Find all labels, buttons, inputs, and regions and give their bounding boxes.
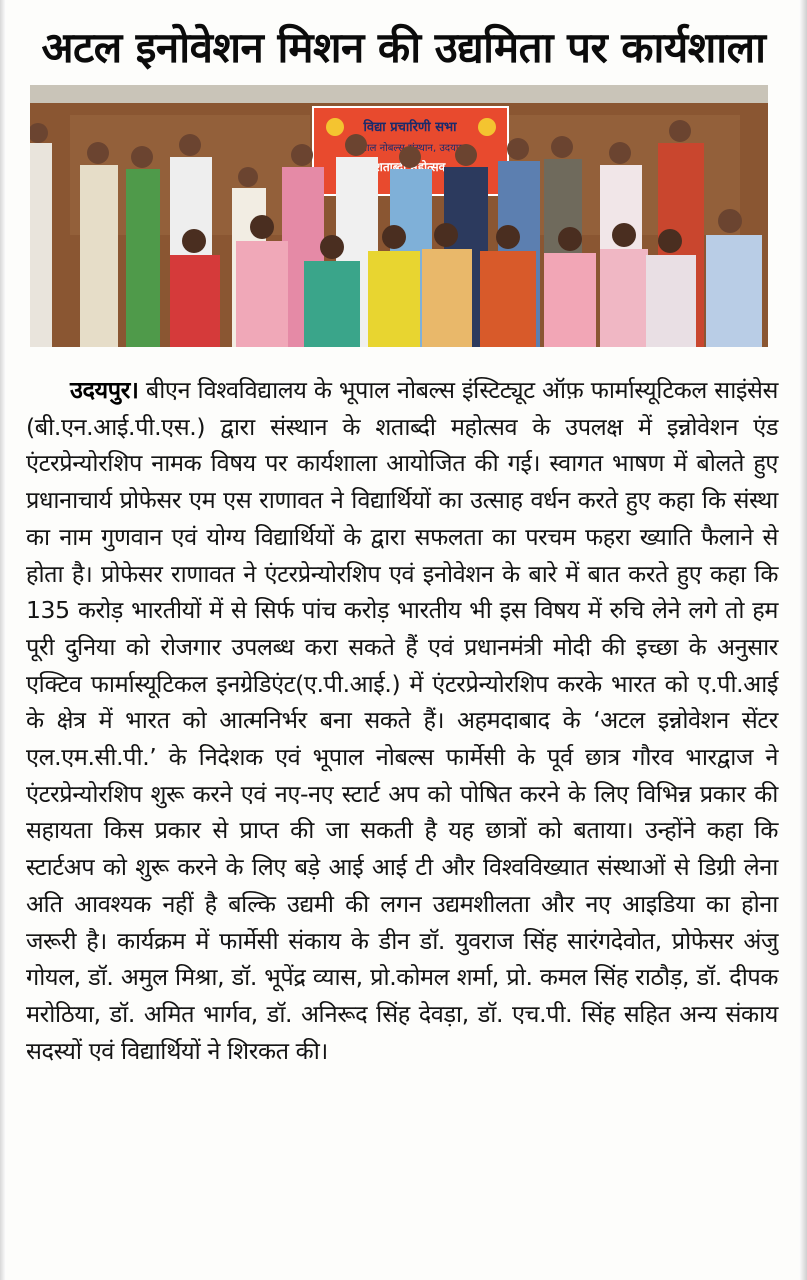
clipping-right-edge bbox=[799, 0, 807, 1280]
headline: अटल इनोवेशन मिशन की उद्यमिता पर कार्यशाला bbox=[41, 23, 766, 72]
group-photo bbox=[30, 85, 768, 347]
dateline: उदयपुर। bbox=[70, 376, 139, 404]
banner-event: शताब्दी महोत्सव bbox=[374, 160, 446, 174]
person bbox=[30, 123, 52, 347]
person bbox=[126, 146, 160, 347]
group-photo-illustration bbox=[30, 85, 768, 347]
banner-title: विद्या प्रचारिणी सभा bbox=[363, 120, 457, 135]
ceiling bbox=[30, 85, 768, 103]
article-body bbox=[26, 372, 778, 1069]
banner-subtitle: नोबल्स संस्थान, उदयपुर bbox=[379, 143, 466, 154]
clipping-left-edge bbox=[0, 0, 6, 1280]
banner-emblem-right bbox=[478, 118, 496, 136]
banner-emblem-left bbox=[326, 118, 344, 136]
article-text: बीएन विश्वविद्यालय के भूपाल नोबल्स इंस्टिट्यूट ऑफ़ फार्मास्यूटिकल साइंसेस (बी.एन.आई.पी.एस.) द्वारा संस्थान के शताब्दी महोत्सव के उपलक्ष में इन्नोवेशन एंड एंटरप्रेन्योरशिप नामक विषय पर कार्यशाला आयोजित की गई। स्वागत भाषण में बोलते हुए प्रधानाचार्य प्रोफेसर एम एस राणावत ने विद्यार्थियों का उत्साह वर्धन करते हुए कहा कि संस्था का नाम गुणवान एवं योग्य विद्यार्थियों के द्वारा सफलता का परचम फहरा ख्याति फैलाने से होता है। प्रोफेसर राणावत ने एंटरप्रेन्योरशिप एवं इनोवेशन के बारे में बात करते हुए कहा कि 135 करोड़ भारतीयों में से सिर्फ पांच करोड़ भारतीय भी इस विषय में रुचि लेने लगे तो हम पूरी दुनिया को रोजगार उपलब्ध करा सकते हैं एवं प्रधानमंत्री मोदी की इच्छा के अनुसार एक्टिव फार्मास्यूटिकल इनग्रेडिएंट(ए.पी.आई.) में एंटरप्रेन्योरशिप करके भारत को ए.पी.आई के क्षेत्र में भारत को आत्मनिर्भर बना सकते हैं। अहमदाबाद के ‘अटल इन्नोवेशन सेंटर एल.एम.सी.पी.’ के निदेशक एवं भूपाल नोबल्स फार्मेसी के पूर्व छात्र गौरव भारद्वाज ने एंटरप्रेन्योरशिप शुरू करने एवं नए-नए स्टार्ट अप को पोषित करने के लिए विभिन्न प्रकार की सहायता किस प्रकार से प्राप्त की जा सकती है यह छात्रों को बताया। उन्होंने कहा कि स्टार्टअप को शुरू करने के लिए बड़े आई आई टी और विश्वविख्यात संस्थाओं से डिग्री लेना अति आवश्यक नहीं है बल्कि उद्यमी की लगन उद्यमशीलता और नए आइडिया का होना जरूरी है। कार्यक्रम में फार्मेसी संकाय के डीन डॉ. युवराज सिंह सारंगदेवोत, प्रोफेसर अंजु गोयल, डॉ. अमुल मिश्रा, डॉ. भूपेंद्र व्यास, प्रो.कोमल शर्मा, प्रो. कमल सिंह राठौड़, डॉ. दीपक मरोठिया, डॉ. अमित भार्गव, डॉ. अनिरूद सिंह देवड़ा, डॉ. एच.पी. सिंह सहित अन्य संकाय सदस्यों एवं विद्यार्थियों ने शिरकत की। bbox=[26, 376, 778, 1065]
person bbox=[80, 142, 118, 347]
